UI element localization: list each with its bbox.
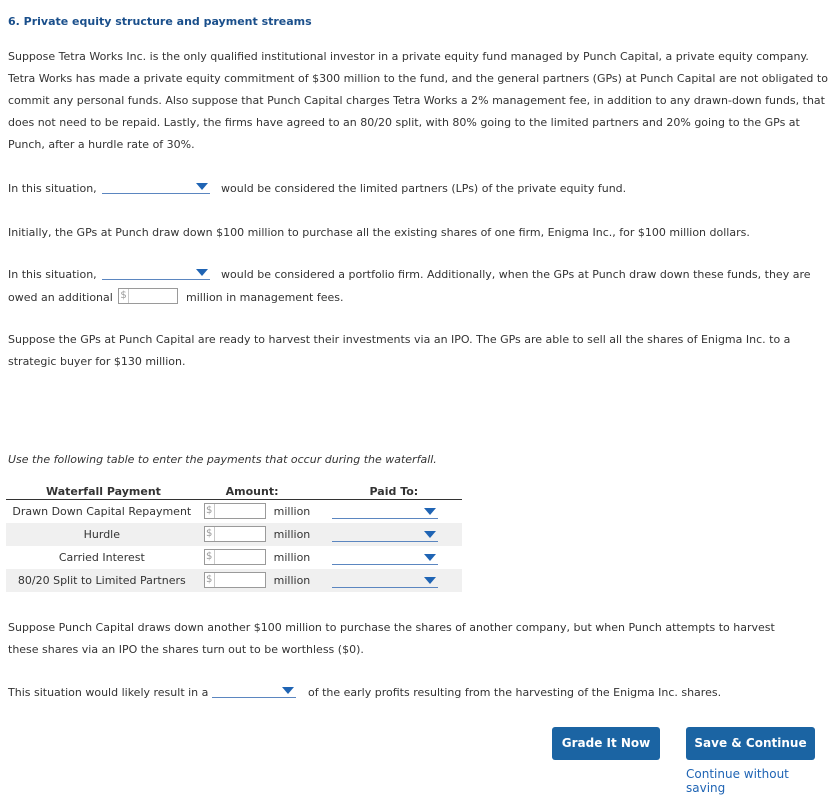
paid-to-cell: [330, 569, 462, 592]
chevron-down-icon: [196, 183, 208, 190]
currency-symbol: $: [205, 504, 215, 518]
waterfall-table: [6, 483, 462, 592]
table-instruction: Use the following table to enter the payments that occur during the waterfall.: [8, 453, 437, 466]
question-title: 6. Private equity structure and payment streams: [8, 15, 312, 28]
paid-to-cell: [330, 523, 462, 546]
header-paid-to: Paid To:: [330, 483, 462, 500]
currency-symbol: $: [205, 573, 215, 587]
save-continue-button[interactable]: Save & Continue: [686, 727, 815, 760]
amount-input[interactable]: [204, 572, 266, 588]
table-row: [6, 523, 462, 546]
header-amount: Amount:: [198, 483, 330, 500]
chevron-down-icon: [424, 508, 436, 515]
table-header-row: [6, 483, 462, 500]
amount-cell: [198, 500, 330, 524]
paragraph-4: Suppose Punch Capital draws down another $100 million to purchase the shares of another company, but when Punch attempts to harvest these shares via an IPO the shares turn out to be worthless ($0).: [8, 621, 775, 656]
amount-cell: [198, 523, 330, 546]
currency-symbol: $: [119, 289, 129, 303]
paragraph-2: Initially, the GPs at Punch draw down $100 million to purchase all the existing shares of one firm, Enigma Inc., for $100 million dollars.: [8, 226, 750, 239]
intro-paragraph: Suppose Tetra Works Inc. is the only qualified institutional investor in a private equity fund managed by Punch Capital, a private equity company. Tetra Works has made a private equity commitment of $300 million to the fund, and the general partners (GPs) at Punch Capital are not obligated to commit any personal funds. Also suppose that Punch Capital charges Tetra Works a 2% management fee, in addition to any drawn-down funds, that does not need to be repaid. Lastly, the firms have agreed to an 80/20 split, with 80% going to the limited partners and 20% going to the GPs at Punch, after a hurdle rate of 30%.: [8, 50, 828, 151]
row-label: Hurdle: [6, 523, 198, 546]
management-fee-input[interactable]: [118, 288, 178, 304]
table-row: [6, 546, 462, 569]
amount-input[interactable]: [204, 549, 266, 565]
q2-prefix: In this situation,: [8, 268, 97, 281]
chevron-down-icon: [424, 577, 436, 584]
row-label: Carried Interest: [58, 551, 145, 564]
paid-to-dropdown[interactable]: [332, 504, 438, 519]
q2-dropdown[interactable]: [102, 265, 210, 280]
paid-to-dropdown[interactable]: [332, 573, 438, 588]
q1-dropdown[interactable]: [102, 179, 210, 194]
unit-label: million: [273, 528, 311, 541]
paid-to-dropdown[interactable]: [332, 527, 438, 542]
chevron-down-icon: [196, 269, 208, 276]
paragraph-3: Suppose the GPs at Punch Capital are ready to harvest their investments via an IPO. The GPs are able to sell all the shares of Enigma Inc. to a strategic buyer for $130 million.: [8, 333, 791, 368]
unit-label: million: [273, 505, 311, 518]
grade-it-now-button[interactable]: Grade It Now: [552, 727, 660, 760]
q3-dropdown[interactable]: [212, 683, 296, 698]
header-waterfall-payment: Waterfall Payment: [6, 483, 198, 500]
q1-suffix: would be considered the limited partners (LPs) of the private equity fund.: [221, 182, 627, 195]
chevron-down-icon: [282, 687, 294, 694]
unit-label: million: [273, 574, 311, 587]
currency-symbol: $: [205, 550, 215, 564]
currency-symbol: $: [205, 527, 215, 541]
amount-input[interactable]: [204, 526, 266, 542]
continue-without-saving-link[interactable]: Continue without saving: [686, 767, 789, 795]
q2-line2-prefix: owed an additional: [8, 291, 113, 304]
unit-label: million: [273, 551, 311, 564]
amount-input[interactable]: [204, 503, 266, 519]
paid-to-cell: [330, 546, 462, 569]
q2-suffix: would be considered a portfolio firm. Additionally, when the GPs at Punch draw down these funds, they are: [221, 268, 811, 281]
q2-line2-suffix: million in management fees.: [186, 291, 344, 304]
table-row: [6, 500, 462, 524]
amount-cell: [198, 569, 330, 592]
q3-prefix: This situation would likely result in a: [8, 686, 209, 699]
chevron-down-icon: [424, 531, 436, 538]
paid-to-dropdown[interactable]: [332, 550, 438, 565]
q3-suffix: of the early profits resulting from the harvesting of the Enigma Inc. shares.: [308, 686, 722, 699]
row-label: 80/20 Split to Limited Partners: [6, 569, 198, 592]
paid-to-cell: [330, 500, 462, 524]
chevron-down-icon: [424, 554, 436, 561]
q1-prefix: In this situation,: [8, 182, 97, 195]
row-label: Drawn Down Capital Repayment: [12, 505, 192, 518]
amount-cell: [198, 546, 330, 569]
table-row: [6, 569, 462, 592]
